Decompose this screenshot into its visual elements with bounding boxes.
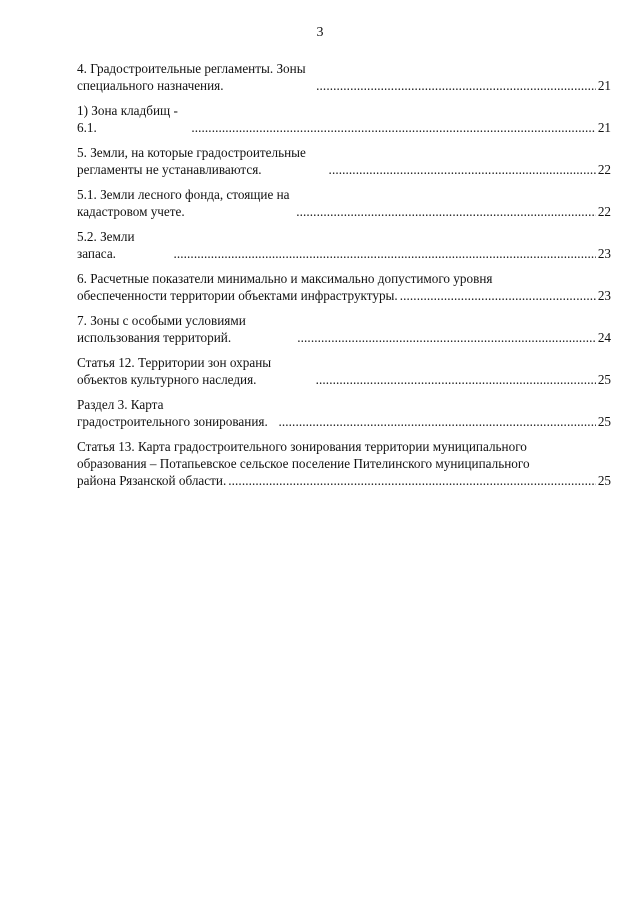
toc-entry-page: 25 [597, 414, 611, 429]
toc-leader-dots [228, 472, 596, 489]
toc-leader-dots [316, 371, 596, 388]
toc-leader-dots [191, 119, 595, 136]
toc-entry-title-line: образования – Потапьевское сельское поселение Пителинского муниципального [77, 456, 530, 471]
toc-entry-title: 1) Зона кладбищ - 6.1. [77, 103, 178, 135]
toc-entry-page: 25 [597, 372, 611, 387]
toc-entry[interactable] [77, 186, 611, 220]
toc-entry-title-line: Статья 13. Карта градостроительного зонирования территории муниципального [77, 439, 527, 454]
toc-entry[interactable] [77, 438, 611, 489]
toc-leader-dots [296, 203, 596, 220]
toc-leader-dots [278, 413, 595, 430]
toc-entry-page: 24 [597, 330, 611, 345]
toc-entry-title: 5. Земли, на которые градостроительные регламенты не устанавливаются. [77, 145, 306, 177]
toc-entry[interactable] [77, 312, 611, 346]
toc-entry[interactable] [77, 60, 611, 94]
toc-entry[interactable] [77, 144, 611, 178]
toc-entry[interactable] [77, 270, 611, 304]
toc-leader-dots [316, 77, 596, 94]
toc-entry[interactable] [77, 396, 611, 430]
toc-entry-title: 7. Зоны с особыми условиями использования территорий. [77, 313, 246, 345]
toc-entry[interactable] [77, 354, 611, 388]
toc-entry-title-line: 6. Расчетные показатели минимально и максимально допустимого уровня [77, 271, 493, 286]
toc-entry-title: Статья 12. Территории зон охраны объектов культурного наследия. [77, 355, 272, 387]
toc-entry-title-line: района Рязанской области. [77, 473, 227, 488]
toc-entry-page: 23 [597, 246, 611, 261]
toc-entry-page: 21 [597, 78, 611, 93]
toc-entry-page: 22 [597, 204, 611, 219]
toc-entry-title: 5.2. Земли запаса. [77, 229, 135, 261]
toc-entry[interactable] [77, 102, 611, 136]
toc-entry-page: 21 [597, 120, 611, 135]
toc-entry-page: 23 [597, 288, 611, 303]
toc-leader-dots [329, 161, 596, 178]
toc-entry-title: 4. Градостроительные регламенты. Зоны специального назначения. [77, 61, 306, 93]
toc-leader-dots [297, 329, 596, 346]
page-number: 3 [316, 25, 324, 40]
toc-entry-page: 25 [597, 473, 611, 488]
toc-entry-title: Раздел 3. Карта градостроительного зонирования. [77, 397, 268, 429]
toc-entry-title: 5.1. Земли лесного фонда, стоящие на кадастровом учете. [77, 187, 290, 219]
toc-leader-dots [173, 245, 595, 262]
table-of-contents [77, 60, 611, 497]
toc-entry-title-line: обеспеченности территории объектами инфраструктуры. [77, 288, 398, 303]
toc-entry-page: 22 [597, 162, 611, 177]
toc-leader-dots [400, 287, 596, 304]
toc-entry[interactable] [77, 228, 611, 262]
